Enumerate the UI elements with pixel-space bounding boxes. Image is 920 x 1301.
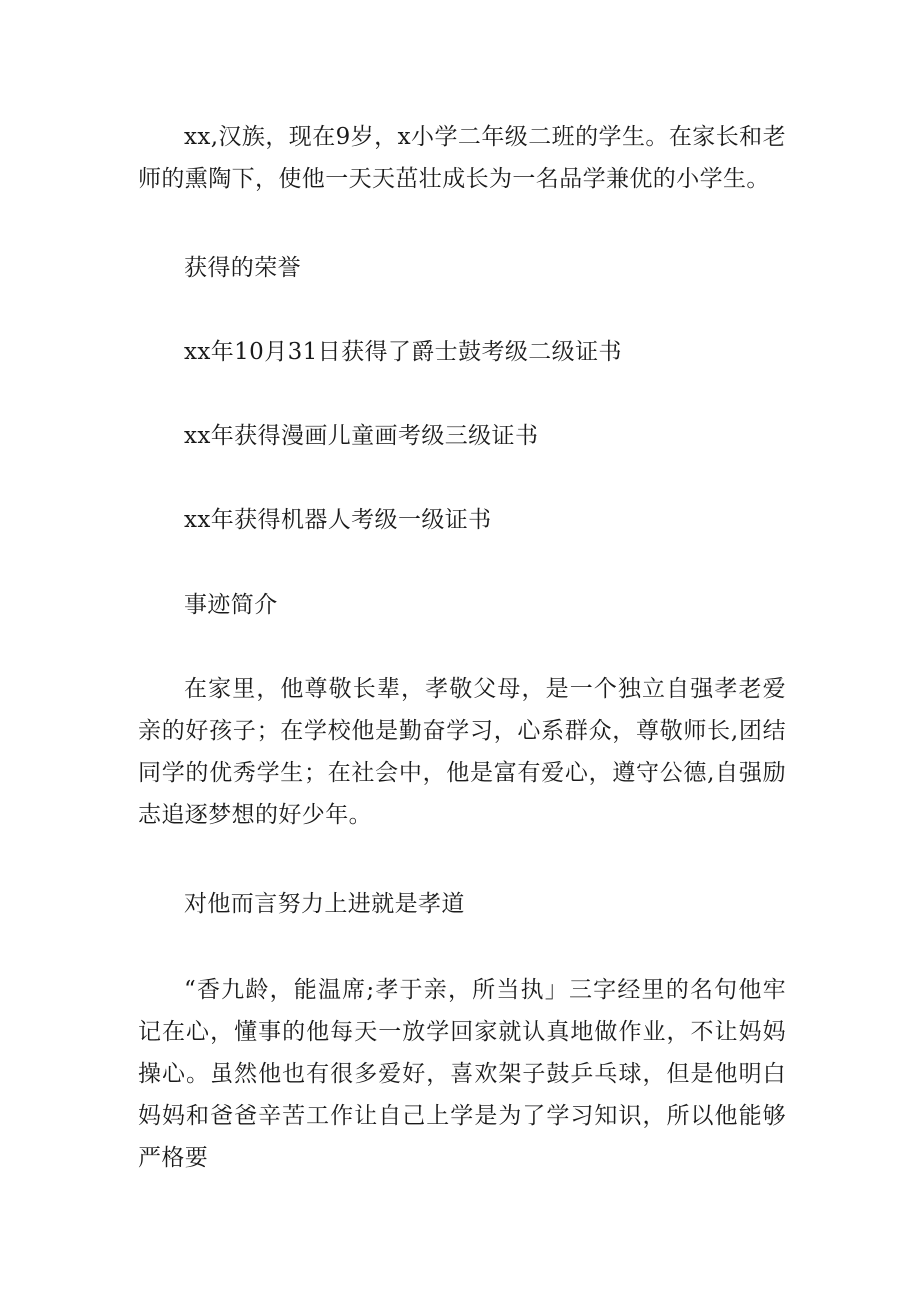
honor-item-3: xx年获得机器人考级一级证书 (184, 507, 492, 533)
deeds-paragraph: 在家里，他尊敬长辈，孝敬父母，是一个独立自强孝老爱亲的好孩子；在学校他是勤奋学习，心系群众，尊敬师长,团结同学的优秀学生；在社会中，他是富有爱心，遵守公德,自强励志追逐梦想的好少年。 (138, 676, 786, 828)
honors-heading: 获得的荣誉 (184, 255, 301, 281)
filial-heading: 对他而言努力上进就是孝道 (184, 891, 465, 917)
honor-item-2: xx年获得漫画儿童画考级三级证书 (184, 423, 539, 449)
honor-item-1: xx年10月31日获得了爵士鼓考级二级证书 (184, 339, 622, 365)
intro-paragraph: xx,汉族，现在9岁，x小学二年级二班的学生。在家长和老师的熏陶下，使他一天天茁壮成长为一名品学兼优的小学生。 (138, 124, 786, 192)
filial-paragraph: “香九龄，能温席;孝于亲，所当执」三字经里的名句他牢记在心，懂事的他每天一放学回家就认真地做作业，不让妈妈操心。虽然他也有很多爱好，喜欢架子鼓乒乓球，但是他明白妈妈和爸爸辛苦工作让自己上学是为了学习知识，所以他能够严格要 (138, 977, 786, 1171)
deeds-heading: 事迹简介 (184, 592, 278, 618)
